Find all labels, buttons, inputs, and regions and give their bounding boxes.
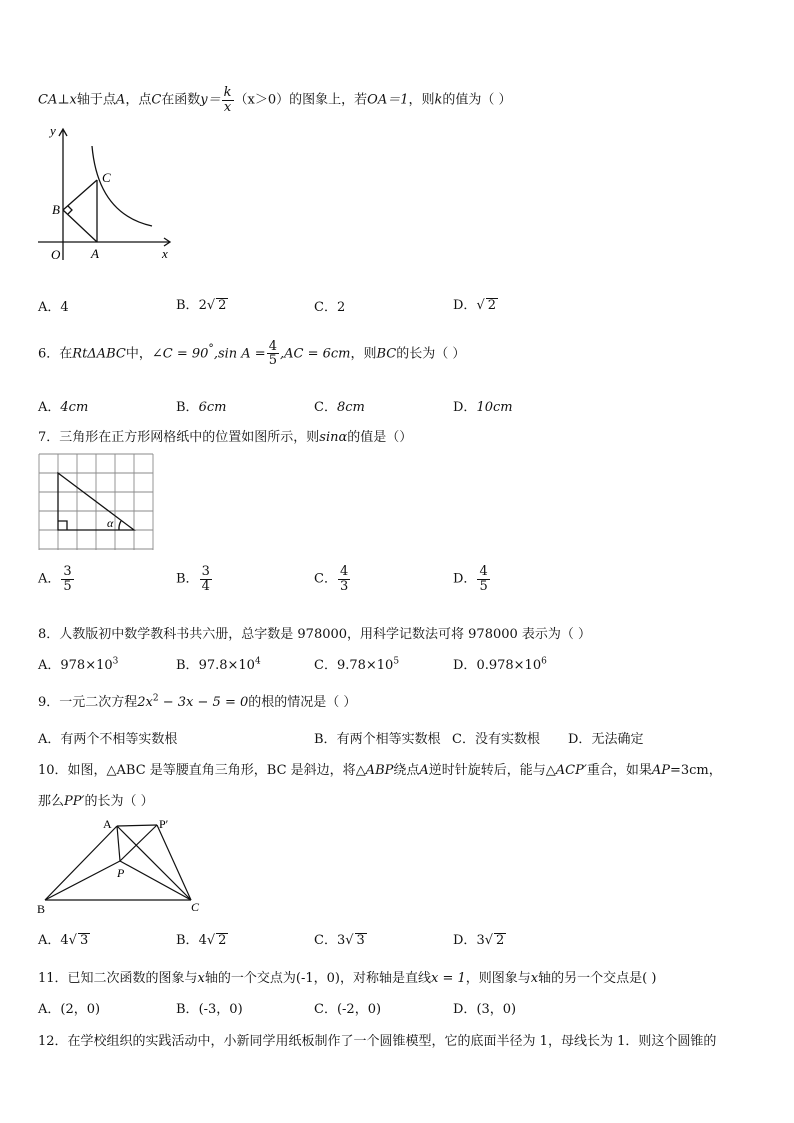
q9-option-a[interactable]: A．有两个不相等实数根: [38, 732, 178, 747]
q11-option-a[interactable]: A．(2，0): [38, 1002, 101, 1017]
q7-option-b[interactable]: B． $\frac{3}{4}$: [176, 564, 210, 594]
q5-stem: CA⊥x轴于点A，点C在函数y＝ $\frac{k}{x}$ （x＞0）的图象上，若OA＝1，则k的值为（ ）: [38, 85, 512, 115]
q9-option-b[interactable]: B．有两个相等实数根: [314, 732, 441, 747]
sqrt-sign: √: [476, 298, 485, 313]
segment-pp2: [120, 825, 157, 861]
segment-pc: [120, 861, 191, 900]
q5-option-a[interactable]: A．4: [38, 300, 69, 315]
hyperbola-curve: [92, 146, 152, 226]
q9-option-c[interactable]: C．没有实数根: [452, 732, 540, 747]
q10-figure: [34, 816, 210, 916]
sqrt-sign: √: [345, 933, 354, 948]
q8-option-a[interactable]: A．$978\times 10^3$: [38, 656, 119, 673]
q6-option-b[interactable]: B．6cm: [176, 400, 227, 415]
q5-ca: CA⊥x: [38, 92, 77, 108]
sqrt-sign: √: [206, 298, 216, 313]
q10-option-d[interactable]: D．3√ 2: [453, 933, 505, 948]
q12-stem: 12．在学校组织的实践活动中，小新同学用纸板制作了一个圆锥模型，它的底面半径为 1，母线长为 1．则这个圆锥的: [38, 1034, 717, 1049]
q5-figure: [36, 122, 181, 264]
label-c: C: [191, 900, 200, 914]
segment-ac: [117, 826, 191, 900]
label-alpha: α: [107, 516, 114, 530]
q9-option-d[interactable]: D．无法确定: [568, 732, 644, 747]
q7-option-a[interactable]: A． $\frac{3}{5}$: [38, 564, 72, 594]
sqrt-sign: √: [68, 933, 77, 948]
q11-stem: 11．已知二次函数的图象与x轴的一个交点为(-1，0)，对称轴是直线x = 1，则图象与x轴的另一个交点是( ): [38, 971, 657, 986]
q8-stem: 8．人教版初中数学教科书共六册，总字数是 978000，用科学记数法可将 978000 表示为（ ）: [38, 627, 592, 642]
q9-stem: 9．一元二次方程$2x^2 - 3x - 5 = 0$的根的情况是（ ）: [38, 693, 357, 710]
segment-ap2: [117, 825, 157, 826]
q8-option-c[interactable]: C．$9.78\times 10^5$: [314, 656, 400, 673]
q7-grid-figure: [38, 453, 156, 551]
q6-fraction: $\frac{4}{5}$: [268, 338, 277, 369]
q5-option-c[interactable]: C．2: [314, 300, 346, 315]
q10-stem-line2: 那么PP′的长为（ ）: [38, 794, 154, 809]
segment-p2c: [157, 825, 191, 900]
q6-option-c[interactable]: C．8cm: [314, 400, 365, 415]
label-y: y: [50, 123, 56, 138]
segment-bp: [45, 861, 120, 900]
label-a: A: [103, 817, 112, 831]
right-angle-mark: [58, 521, 67, 530]
q10-option-b[interactable]: B．4√ 2: [176, 933, 227, 948]
segment-ba: [63, 210, 97, 242]
label-p-prime: P′: [159, 817, 169, 831]
q5-option-d[interactable]: D．√ 2: [453, 298, 497, 313]
q5-option-b[interactable]: B．2√ 2: [176, 298, 227, 313]
q6-stem: 6．在RtΔABC中，∠C = 90°,sin A = $\frac{4}{5}$ ,AC = 6cm，则BC的长为（ ）: [38, 338, 466, 369]
label-c: C: [102, 170, 111, 185]
sqrt-sign: √: [206, 933, 216, 948]
q11-option-d[interactable]: D．(3，0): [453, 1002, 517, 1017]
q8-option-b[interactable]: B．$97.8\times 10^4$: [176, 656, 261, 673]
q11-option-b[interactable]: B．(-3，0): [176, 1002, 243, 1017]
label-x: x: [162, 246, 168, 261]
label-a: A: [91, 246, 99, 261]
q6-option-d[interactable]: D．10cm: [453, 400, 513, 415]
q8-option-d[interactable]: D．$0.978\times 10^6$: [453, 656, 547, 673]
right-angle-mark: [68, 206, 72, 214]
segment-bc: [63, 180, 97, 210]
segment-ap: [117, 826, 120, 861]
q5-fraction: $\frac{k}{x}$: [223, 85, 232, 115]
q10-option-a[interactable]: A．4√ 3: [38, 933, 89, 948]
sqrt-sign: √: [484, 933, 494, 948]
label-o: O: [51, 247, 61, 262]
label-b: B: [37, 902, 46, 916]
segment-ab: [45, 826, 117, 900]
q7-stem: 7．三角形在正方形网格纸中的位置如图所示，则sinα的值是（）: [38, 430, 413, 445]
q6-option-a[interactable]: A．4cm: [38, 400, 89, 415]
q10-stem-line1: 10．如图，△ABC 是等腰直角三角形，BC 是斜边，将△ABP绕点A逆时针旋转后，能与△ACP′重合，如果AP=3cm，: [38, 763, 722, 778]
q7-option-d[interactable]: D． $\frac{4}{5}$: [453, 564, 488, 594]
q10-option-c[interactable]: C．3√ 3: [314, 933, 365, 948]
alpha-arc: [119, 521, 121, 530]
q11-option-c[interactable]: C．(-2，0): [314, 1002, 382, 1017]
label-p: P: [117, 866, 125, 880]
q7-option-c[interactable]: C． $\frac{4}{3}$: [314, 564, 349, 594]
label-b: B: [52, 202, 60, 217]
